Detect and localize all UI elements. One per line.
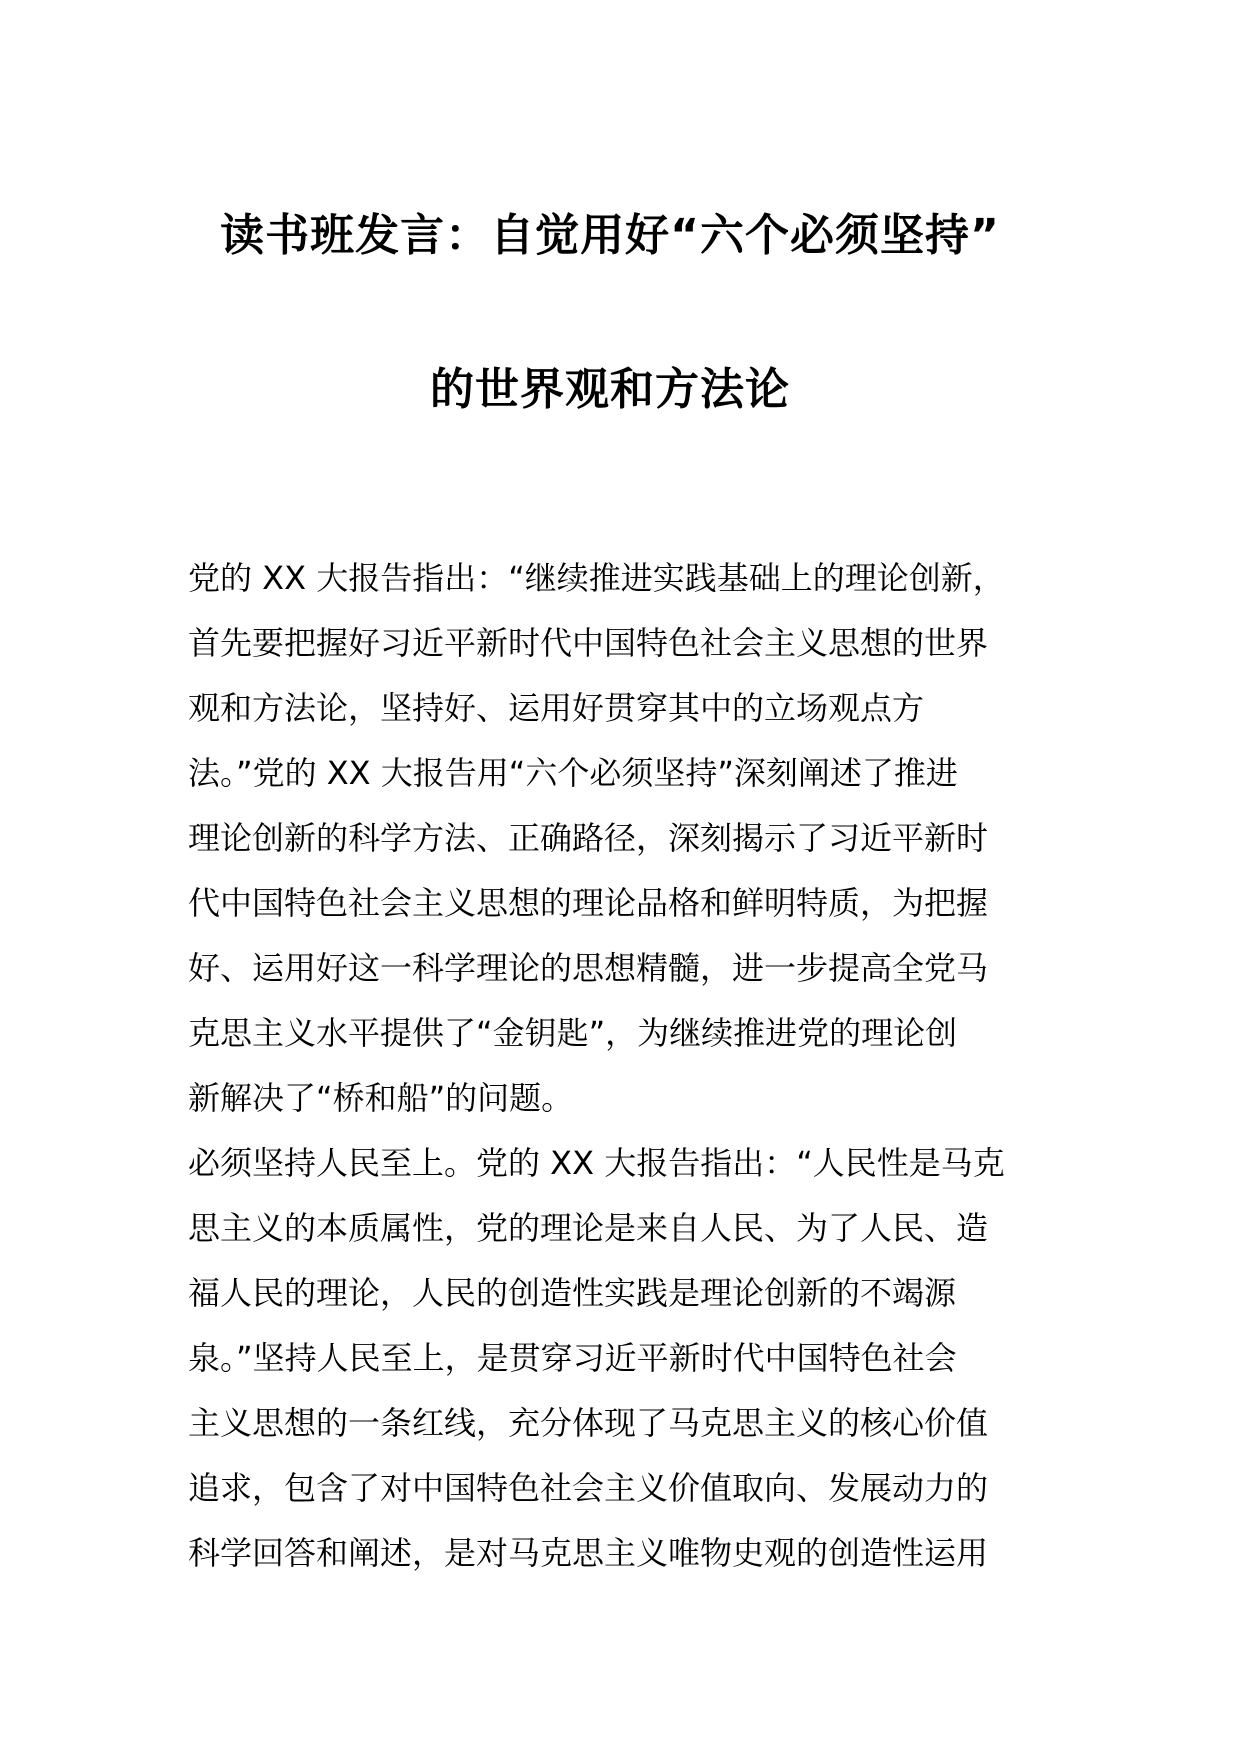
- body-line: 克思主义水平提供了“金钥匙”，为继续推进党的理论创: [188, 1014, 958, 1052]
- body-line: 必须坚持人民至上。党的 XX 大报告指出：“人民性是马克: [188, 1144, 1005, 1182]
- document-title-line-1: 读书班发言：自觉用好“六个必须坚持”: [220, 210, 1000, 261]
- body-line: 主义思想的一条红线，充分体现了马克思主义的核心价值: [188, 1404, 989, 1442]
- document-body: [188, 546, 1058, 1586]
- body-line: 代中国特色社会主义思想的理论品格和鲜明特质，为把握: [188, 884, 989, 922]
- body-line: 追求，包含了对中国特色社会主义价值取向、发展动力的: [188, 1469, 989, 1507]
- body-line: 新解决了“桥和船”的问题。: [188, 1079, 574, 1117]
- body-line: 党的 XX 大报告指出：“继续推进实践基础上的理论创新，: [188, 559, 1005, 597]
- body-line: 科学回答和阐述，是对马克思主义唯物史观的创造性运用: [188, 1534, 989, 1572]
- body-line: 观和方法论，坚持好、运用好贯穿其中的立场观点方: [188, 689, 925, 727]
- body-line: 好、运用好这一科学理论的思想精髓，进一步提高全党马: [188, 949, 989, 987]
- body-line: 泉。”坚持人民至上，是贯穿习近平新时代中国特色社会: [188, 1339, 957, 1377]
- body-line: 思主义的本质属性，党的理论是来自人民、为了人民、造: [188, 1209, 989, 1247]
- body-line: 法。”党的 XX 大报告用“六个必须坚持”深刻阐述了推进: [188, 754, 958, 792]
- document-title-line-2: 的世界观和方法论: [430, 364, 790, 415]
- body-line: 理论创新的科学方法、正确路径，深刻揭示了习近平新时: [188, 819, 989, 857]
- body-line: 首先要把握好习近平新时代中国特色社会主义思想的世界: [188, 624, 989, 662]
- body-line: 福人民的理论，人民的创造性实践是理论创新的不竭源: [188, 1274, 957, 1312]
